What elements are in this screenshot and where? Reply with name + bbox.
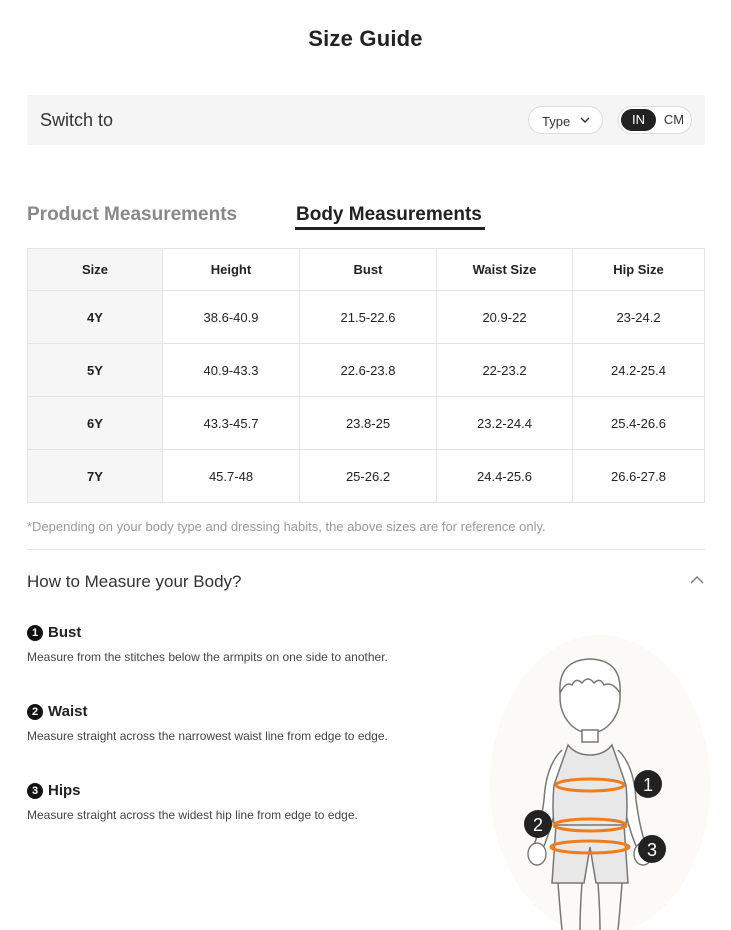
hips-description: Measure straight across the widest hip line from edge to edge. bbox=[27, 808, 358, 822]
active-tab-indicator bbox=[295, 227, 485, 230]
cell-hip: 26.6-27.8 bbox=[573, 450, 705, 503]
marker-1 bbox=[634, 770, 662, 798]
waist-description: Measure straight across the narrowest waist line from edge to edge. bbox=[27, 729, 388, 743]
hips-heading bbox=[27, 782, 81, 799]
divider bbox=[27, 549, 705, 550]
cell-height: 40.9-43.3 bbox=[163, 344, 300, 397]
header-height: Height bbox=[163, 249, 300, 291]
cell-height: 43.3-45.7 bbox=[163, 397, 300, 450]
cell-waist: 22-23.2 bbox=[437, 344, 573, 397]
tab-body-measurements[interactable]: Body Measurements bbox=[296, 204, 482, 225]
number-1-icon: 1 bbox=[27, 625, 43, 641]
table-row bbox=[28, 344, 705, 397]
how-to-measure-heading[interactable]: How to Measure your Body? bbox=[27, 572, 242, 591]
page-title: Size Guide bbox=[308, 26, 423, 51]
switch-to-label: Switch to bbox=[40, 110, 114, 130]
table-row bbox=[28, 450, 705, 503]
child-tank-top bbox=[553, 745, 627, 827]
header-size: Size bbox=[28, 249, 163, 291]
cell-hip: 25.4-26.6 bbox=[573, 397, 705, 450]
switch-bar bbox=[27, 95, 705, 145]
unit-in-button[interactable]: IN bbox=[621, 109, 656, 131]
number-2-icon: 2 bbox=[27, 704, 43, 720]
waist-heading bbox=[27, 703, 87, 720]
chevron-down-icon bbox=[579, 115, 591, 125]
cell-waist: 20.9-22 bbox=[437, 291, 573, 344]
cell-hip: 23-24.2 bbox=[573, 291, 705, 344]
type-select[interactable] bbox=[528, 106, 603, 134]
header-hip: Hip Size bbox=[573, 249, 705, 291]
chevron-up-icon[interactable] bbox=[689, 573, 705, 587]
cell-height: 38.6-40.9 bbox=[163, 291, 300, 344]
cell-bust: 23.8-25 bbox=[300, 397, 437, 450]
header-waist: Waist Size bbox=[437, 249, 573, 291]
bust-description: Measure from the stitches below the armpits on one side to another. bbox=[27, 650, 388, 664]
size-table bbox=[27, 248, 705, 503]
marker-3-label: 3 bbox=[646, 840, 658, 860]
tab-product-measurements[interactable]: Product Measurements bbox=[27, 204, 238, 225]
bust-label: Bust bbox=[48, 624, 82, 641]
table-row bbox=[28, 291, 705, 344]
marker-2 bbox=[524, 810, 552, 838]
cell-waist: 23.2-24.4 bbox=[437, 397, 573, 450]
cell-bust: 21.5-22.6 bbox=[300, 291, 437, 344]
cell-bust: 22.6-23.8 bbox=[300, 344, 437, 397]
cell-height: 45.7-48 bbox=[163, 450, 300, 503]
cell-size: 7Y bbox=[28, 450, 163, 503]
cell-bust: 25-26.2 bbox=[300, 450, 437, 503]
unit-toggle bbox=[618, 106, 692, 134]
cell-hip: 24.2-25.4 bbox=[573, 344, 705, 397]
bust-heading bbox=[27, 624, 81, 641]
header-bust: Bust bbox=[300, 249, 437, 291]
cell-size: 5Y bbox=[28, 344, 163, 397]
marker-3 bbox=[638, 835, 666, 863]
hips-label: Hips bbox=[48, 782, 81, 799]
type-select-label: Type bbox=[542, 114, 571, 129]
waist-label: Waist bbox=[48, 703, 88, 720]
table-header-row bbox=[28, 249, 705, 291]
cell-size: 4Y bbox=[28, 291, 163, 344]
table-row bbox=[28, 397, 705, 450]
marker-2-label: 2 bbox=[532, 815, 544, 835]
reference-note: *Depending on your body type and dressing habits, the above sizes are for reference only. bbox=[27, 519, 546, 534]
child-measurement-illustration bbox=[480, 615, 720, 930]
marker-1-label: 1 bbox=[642, 775, 654, 795]
cell-size: 6Y bbox=[28, 397, 163, 450]
unit-cm-button[interactable]: CM bbox=[663, 112, 685, 127]
number-3-icon: 3 bbox=[27, 783, 43, 799]
cell-waist: 24.4-25.6 bbox=[437, 450, 573, 503]
